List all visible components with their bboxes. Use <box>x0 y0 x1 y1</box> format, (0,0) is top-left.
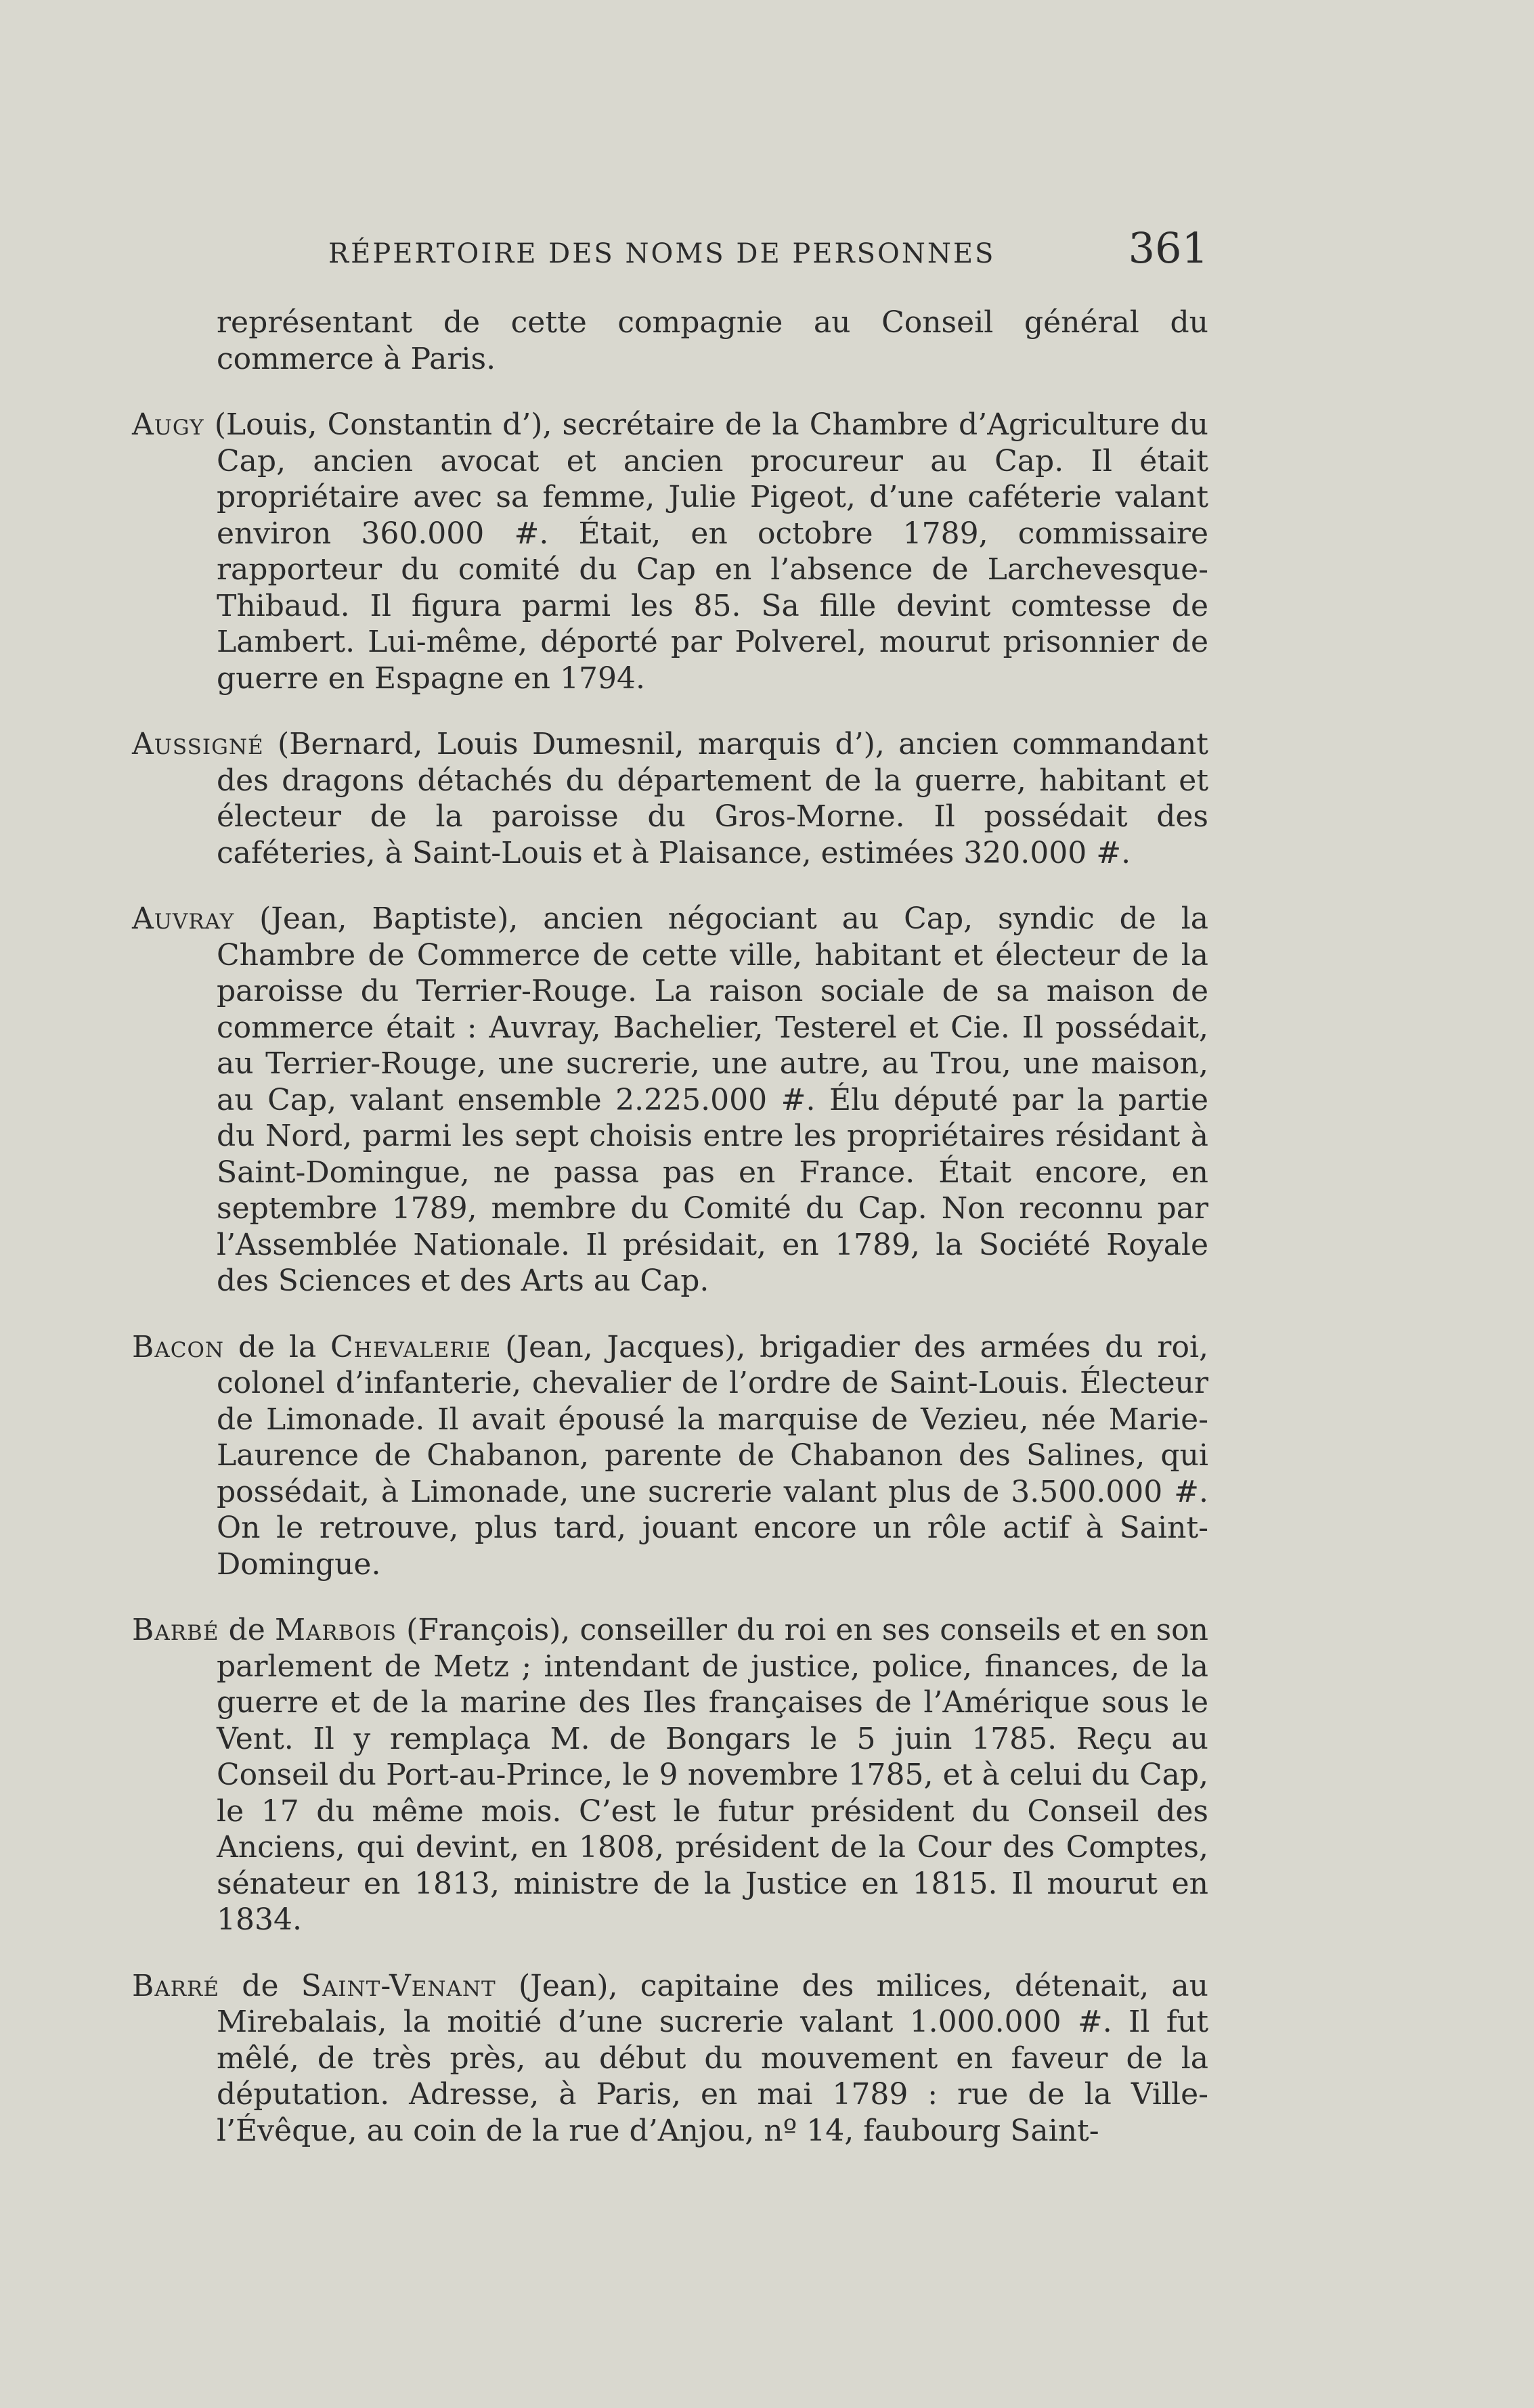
page-number: 361 <box>1128 223 1208 273</box>
entry-particle: de <box>219 1968 301 2003</box>
entry-name: Bacon <box>132 1329 224 1364</box>
entry-text: (Jean, Jacques), brigadier des armées du roi, colonel d’infanterie, chevalier de l’ordre de Saint-Louis. Électeur de Limonade. Il avait épousé la marquise de Vezieu, née Marie-Laurence de Chabanon, parente de Chabanon des Salines, qui possédait, à Limonade, une sucrerie valant plus de 3.500.000 #. On le retrouve, plus tard, jouant encore un rôle actif à Saint-Domingue. <box>217 1329 1209 1582</box>
entry-text: (Bernard, Louis Dumesnil, marquis d’), ancien commandant des dragons détachés du département de la guerre, habitant et électeur de la paroisse du Gros-Morne. Il possédait des caféteries, à Saint-Louis et à Plaisance, estimées 320.000 #. <box>217 727 1208 870</box>
entry-bacon <box>132 1329 1208 1583</box>
entry-text: (Jean, Baptiste), ancien négociant au Cap, syndic de la Chambre de Commerce de cette ville, habitant et électeur de la paroisse du Terrier-Rouge. La raison sociale de sa maison de commerce était : Auvray, Bachelier, Testerel et Cie. Il possédait, au Terrier-Rouge, une sucrerie, une autre, au Trou, une maison, au Cap, valant ensemble 2.225.000 #. Élu député par la partie du Nord, parmi les sept choisis entre les propriétaires résidant à Saint-Domingue, ne passa pas en France. Était encore, en septembre 1789, membre du Comité du Cap. Non reconnu par l’Assemblée Nationale. Il présidait, en 1789, la Société Royale des Sciences et des Arts au Cap. <box>217 901 1208 1298</box>
running-title: RÉPERTOIRE DES NOMS DE PERSONNES <box>328 238 996 269</box>
entry-name-second: Saint-Venant <box>301 1968 496 2003</box>
entry-name: Barré <box>132 1968 220 2003</box>
entry-barre <box>132 1968 1208 2149</box>
entry-name-second: Chevalerie <box>330 1329 491 1364</box>
entry-auvray <box>132 901 1208 1299</box>
entry-name-second: Marbois <box>274 1613 397 1647</box>
entry-particle: de la <box>223 1329 331 1364</box>
entry-text: (Louis, Constantin d’), secrétaire de la Chambre d’Agriculture du Cap, ancien avocat et ancien procureur au Cap. Il était propriétaire avec sa femme, Julie Pigeot, d’une caféterie valant environ 360.000 #. Était, en octobre 1789, commissaire rapporteur du comité du Cap en l’absence de Larchevesque-Thibaud. Il figura parmi les 85. Sa fille devint comtesse de Lambert. Lui-même, déporté par Polverel, mourut prisonnier de guerre en Espagne en 1794. <box>204 407 1208 696</box>
entry-name: Aussigné <box>132 727 264 761</box>
entry-augy <box>132 407 1208 696</box>
entry-aussigne <box>132 726 1208 871</box>
entry-particle: de <box>219 1613 275 1647</box>
entry-name: Barbé <box>132 1613 219 1647</box>
running-header <box>328 223 1208 284</box>
entry-name: Auvray <box>132 901 235 936</box>
entry-text: (Jean), capitaine des milices, détenait, au Mirebalais, la moitié d’une sucrerie valant 1.000.000 #. Il fut mêlé, de très près, au début du mouvement en faveur de la députation. Adresse, à Paris, en mai 1789 : rue de la Ville-l’Évêque, au coin de la rue d’Anjou, nº 14, faubourg Saint- <box>217 1968 1208 2148</box>
continuation-paragraph: représentant de cette compagnie au Conseil général du commerce à Paris. <box>217 305 1208 376</box>
page <box>132 223 1208 2168</box>
entry-text: (François), conseiller du roi en ses conseils et en son parlement de Metz ; intendant de justice, police, finances, de la guerre et de la marine des Iles françaises de l’Amérique sous le Vent. Il y remplaça M. de Bongars le 5 juin 1785. Reçu au Conseil du Port-au-Prince, le 9 novembre 1785, et à celui du Cap, le 17 du même mois. C’est le futur président du Conseil des Anciens, qui devint, en 1808, président de la Cour des Comptes, sénateur en 1813, ministre de la Justice en 1815. Il mourut en 1834. <box>217 1613 1208 1937</box>
entry-barbe <box>132 1612 1208 1938</box>
entry-name: Augy <box>132 407 204 442</box>
